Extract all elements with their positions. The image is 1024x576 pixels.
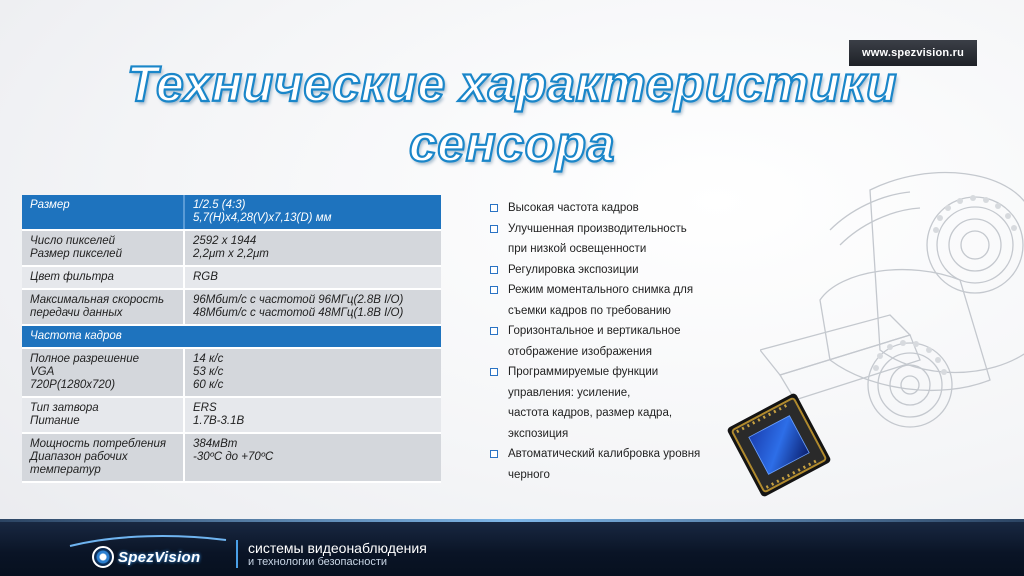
spec-value: RGB — [193, 271, 218, 283]
spec-value: 384мВт — [193, 438, 238, 450]
list-item — [490, 219, 735, 260]
spec-label-cell — [22, 266, 184, 289]
spec-value-cell — [184, 195, 441, 230]
table-row — [22, 397, 441, 433]
feature-text: Улучшенная производительность — [508, 222, 687, 235]
spec-value: ERS — [193, 402, 217, 414]
table-row — [22, 266, 441, 289]
spec-label: Диапазон рабочих — [30, 451, 128, 463]
spec-value-cell — [184, 348, 441, 397]
logo-text: SpezVision — [118, 548, 201, 566]
square-bullet-icon — [490, 327, 498, 335]
table-row — [22, 230, 441, 266]
feature-text: частота кадров, размер кадра, — [508, 407, 673, 419]
spec-label: Размер пикселей — [30, 248, 122, 260]
feature-text: отображение изображения — [508, 345, 652, 358]
square-bullet-icon — [490, 266, 498, 274]
spec-value-cell — [184, 230, 441, 266]
spec-label-cell — [22, 348, 184, 397]
spec-value: 53 к/с — [193, 366, 224, 378]
spec-value: -30ºC до +70ºC — [193, 451, 274, 463]
spec-value: 60 к/с — [193, 379, 224, 391]
feature-text: Программируемые функции — [508, 366, 659, 378]
table-section-row — [22, 325, 441, 348]
title-line-1: Технические характеристики — [126, 56, 898, 112]
spec-table — [22, 195, 441, 483]
spec-label: передачи данных — [30, 307, 123, 319]
website-badge[interactable]: www.spezvision.ru — [849, 40, 977, 66]
list-item — [490, 260, 735, 281]
square-bullet-icon — [490, 225, 498, 233]
section-header: Частота кадров — [22, 325, 441, 348]
list-item — [490, 444, 735, 485]
spec-label: 720P(1280x720) — [30, 379, 116, 391]
square-bullet-icon — [490, 450, 498, 458]
footer-tagline-2: и технологии безопасности — [248, 556, 387, 568]
image-sensor-chip-icon — [726, 392, 832, 498]
spec-value: 5,7(H)x4,28(V)x7,13(D) мм — [193, 212, 332, 224]
feature-list — [490, 198, 735, 485]
square-bullet-icon — [490, 286, 498, 294]
title-line-2: сенсора — [408, 116, 615, 172]
spec-value: 2,2μm x 2,2μm — [193, 248, 269, 260]
table-row — [22, 195, 441, 230]
feature-text: Автоматический калибровка уровня — [508, 448, 701, 460]
spec-value-cell — [184, 289, 441, 325]
feature-text: Регулировка экспозиции — [508, 263, 639, 276]
spec-label: Тип затвора — [30, 402, 99, 414]
spec-value: 14 к/с — [193, 353, 224, 365]
feature-text: Режим моментального снимка для — [508, 284, 694, 296]
spezvision-logo[interactable] — [92, 545, 200, 569]
spec-label-cell — [22, 230, 184, 266]
table-row — [22, 289, 441, 325]
footer-divider — [236, 540, 238, 568]
spec-label: Максимальная скорость — [30, 294, 165, 306]
spec-value-cell — [184, 266, 441, 289]
feature-text: управления: усиление, — [508, 386, 631, 399]
spec-table-body — [22, 195, 441, 482]
spec-value-cell — [184, 433, 441, 482]
feature-text: съемки кадров по требованию — [508, 304, 671, 317]
spec-label: Размер — [30, 199, 70, 211]
footer-highlight-line — [0, 519, 1024, 522]
eye-logo-icon — [92, 546, 114, 568]
page-title — [60, 54, 964, 174]
square-bullet-icon — [490, 368, 498, 376]
spec-label: Цвет фильтра — [30, 271, 114, 283]
list-item — [490, 280, 735, 321]
spec-label: Число пикселей — [30, 235, 116, 247]
feature-text: при низкой освещенности — [508, 243, 647, 255]
spec-value: 96Мбит/с с частотой 96МГц(2.8В I/O) — [193, 294, 404, 306]
spec-value: 1/2.5 (4:3) — [193, 199, 246, 211]
spec-value: 1.7В-3.1В — [193, 415, 245, 427]
feature-text: черного — [508, 468, 550, 481]
spec-label: Питание — [30, 415, 80, 427]
spec-label-cell — [22, 397, 184, 433]
spec-value: 2592 x 1944 — [193, 235, 257, 247]
spec-value: 48Мбит/с с частотой 48МГц(1.8В I/O) — [193, 307, 404, 319]
feature-text: экспозиция — [508, 427, 569, 440]
list-item — [490, 198, 735, 219]
spec-label-cell — [22, 433, 184, 482]
footer-tagline-1: системы видеонаблюдения — [248, 540, 427, 556]
square-bullet-icon — [490, 204, 498, 212]
spec-label: температур — [30, 464, 101, 476]
spec-label-cell — [22, 289, 184, 325]
feature-text: Высокая частота кадров — [508, 202, 639, 214]
spec-label: Полное разрешение — [30, 353, 140, 365]
spec-value-cell — [184, 397, 441, 433]
list-item — [490, 362, 735, 444]
spec-label: VGA — [30, 366, 55, 378]
feature-text: Горизонтальное и вертикальное — [508, 325, 681, 337]
table-row — [22, 348, 441, 397]
table-row — [22, 433, 441, 482]
spec-label: Мощность потребления — [30, 438, 166, 450]
spec-label-cell — [22, 195, 184, 230]
list-item — [490, 321, 735, 362]
